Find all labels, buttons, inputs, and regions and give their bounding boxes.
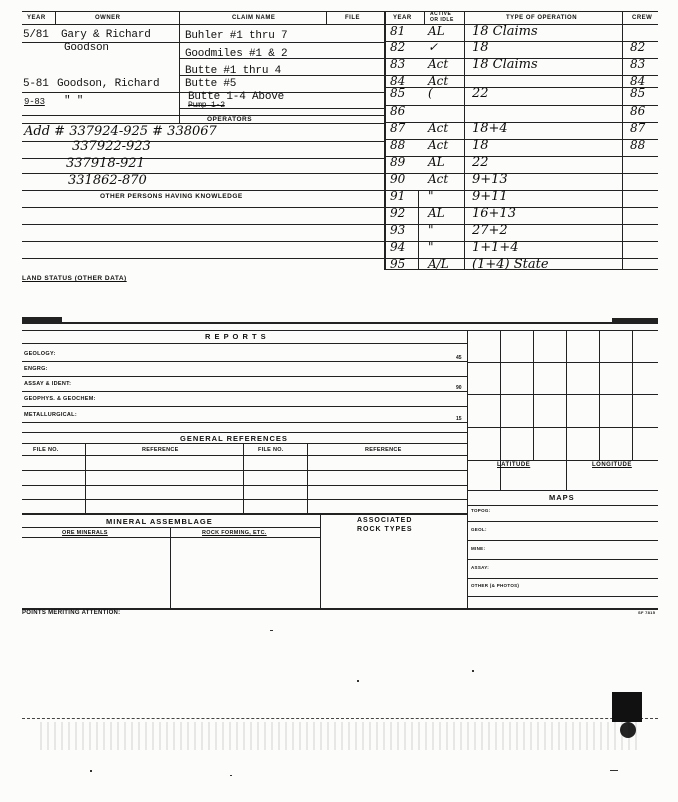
rock-types-label: ROCK TYPES [357,526,413,533]
map-row-label: TOPOG: [471,508,491,513]
op-row-crew: 85 [630,86,646,100]
owner-row-4-owner: Goodson, Richard [57,78,160,90]
reports-title: R E P O R T S [205,332,267,341]
type-of-operation-header: TYPE OF OPERATION [506,15,578,21]
op-row-crew: 86 [630,104,646,118]
op-row-crew: 82 [630,40,646,54]
operators-label: OPERATORS [207,116,253,123]
file-column-header: FILE [345,15,360,21]
map-row-label: ASSAY: [471,565,490,570]
report-row-label: ASSAY & IDENT: [24,381,72,387]
op-row-year: 86 [390,104,406,118]
op-row-status: AL [428,24,445,38]
mineral-assemblage-title: MINERAL ASSEMBLAGE [106,517,213,526]
owner-column-header: OWNER [95,15,121,21]
maps-title: MAPS [549,493,575,502]
op-row-year: 81 [390,24,406,38]
op-row-type: 1+1+4 [472,240,519,255]
report-row-label: GEOPHYS. & GEOCHEM: [24,396,96,402]
land-status-label: LAND STATUS (OTHER DATA) [22,275,127,282]
op-row-crew: 88 [630,138,646,152]
op-row-type: 22 [472,155,489,170]
op-row-type: 18 Claims [472,24,538,39]
op-row-year: 94 [390,240,406,254]
latitude-label: LATITUDE [497,462,531,468]
op-row-year: 90 [390,172,406,186]
points-meriting-attention-label: POINTS MERITING ATTENTION: [22,610,121,616]
operator-line-1: Add # 337924-925 # 338067 [24,124,217,139]
report-row-label: ENGRG: [24,366,48,372]
report-row-number: 90 [456,385,462,391]
op-row-status: ✓ [428,40,439,54]
longitude-label: LONGITUDE [592,462,632,468]
other-persons-label: OTHER PERSONS HAVING KNOWLEDGE [100,193,243,200]
op-row-status: AL [428,206,445,220]
ore-minerals-header: ORE MINERALS [62,530,108,536]
map-row-label: MINE: [471,546,486,551]
crew-column-header: CREW [632,15,653,21]
operator-line-2: 337922-923 [72,139,151,154]
op-row-year: 84 [390,74,406,88]
op-row-year: 83 [390,57,406,71]
op-row-status: AL [428,155,445,169]
op-row-type: 18 [472,138,489,153]
op-row-status: " [428,189,434,203]
owner-row-1-owner: Gary & Richard [61,29,151,41]
op-row-year: 92 [390,206,406,220]
op-row-type: 9+11 [472,189,508,204]
owner-row-1-year: 5/81 [23,29,49,41]
year2-column-header: YEAR [393,15,412,21]
year-column-header: YEAR [27,15,46,21]
op-row-type: 18 [472,40,489,55]
owner-row-5-claim: Butte 1-4 Above [188,91,285,103]
owner-row-2-owner: Goodson [64,42,109,54]
operator-line-3: 337918-921 [66,156,145,171]
op-row-crew: 84 [630,74,646,88]
operator-line-4: 331862-870 [68,173,147,188]
associated-label: ASSOCIATED [357,517,413,524]
op-row-status: A/L [428,257,449,271]
op-row-year: 91 [390,189,406,203]
op-row-status: Act [428,138,449,152]
report-row-label: METALLURGICAL: [24,412,77,418]
gr-reference-2-header: REFERENCE [365,447,402,453]
op-row-type: 27+2 [472,223,508,238]
owner-row-6-owner: " " [64,95,84,107]
scan-noise [40,722,640,750]
op-row-crew: 83 [630,57,646,71]
gr-file-no-2-header: FILE NO. [258,447,284,453]
op-row-type: 16+13 [472,206,516,221]
owner-row-2-claim: Goodmiles #1 & 2 [185,48,288,60]
general-references-title: GENERAL REFERENCES [180,434,288,443]
op-row-type: 18+4 [472,121,508,136]
rock-forming-header: ROCK FORMING, ETC. [202,530,267,536]
op-row-year: 89 [390,155,406,169]
gr-reference-header: REFERENCE [142,447,179,453]
owner-row-1-claim: Buhler #1 thru 7 [185,30,288,42]
report-row-label: GEOLOGY: [24,351,56,357]
op-row-status: Act [428,74,449,88]
op-row-type: 9+13 [472,172,508,187]
op-row-year: 87 [390,121,406,135]
claim-name-column-header: CLAIM NAME [232,15,276,21]
op-row-status: " [428,240,434,254]
op-row-year: 85 [390,86,406,100]
owner-row-4-claim: Butte #5 [185,78,237,90]
op-row-crew: 87 [630,121,646,135]
map-row-label: GEOL: [471,527,487,532]
owner-row-4-year: 5-81 [23,78,49,90]
op-row-type: (1+4) State [472,257,549,272]
report-row-number: 45 [456,355,462,361]
op-row-status: Act [428,57,449,71]
redaction-block [612,692,642,722]
op-row-year: 93 [390,223,406,237]
gr-file-no-header: FILE NO. [33,447,59,453]
report-row-number: 15 [456,416,462,422]
owner-row-6-year: 9-83 [24,97,45,107]
op-row-type: 22 [472,86,489,101]
op-row-year: 82 [390,40,406,54]
owner-row-6-claim: Pump 1-2 [188,101,225,110]
active-idle-header: ACTIVE OR IDLE [430,11,454,23]
op-row-year: 88 [390,138,406,152]
op-row-status: Act [428,121,449,135]
op-row-status: ( [428,86,433,100]
op-row-type: 18 Claims [472,57,538,72]
owner-row-3-claim: Butte #1 thru 4 [185,65,282,77]
form-code: SF 7815 [638,610,656,615]
map-row-label: OTHER (& PHOTOS) [471,583,520,588]
op-row-year: 95 [390,257,406,271]
op-row-status: Act [428,172,449,186]
op-row-status: " [428,223,434,237]
